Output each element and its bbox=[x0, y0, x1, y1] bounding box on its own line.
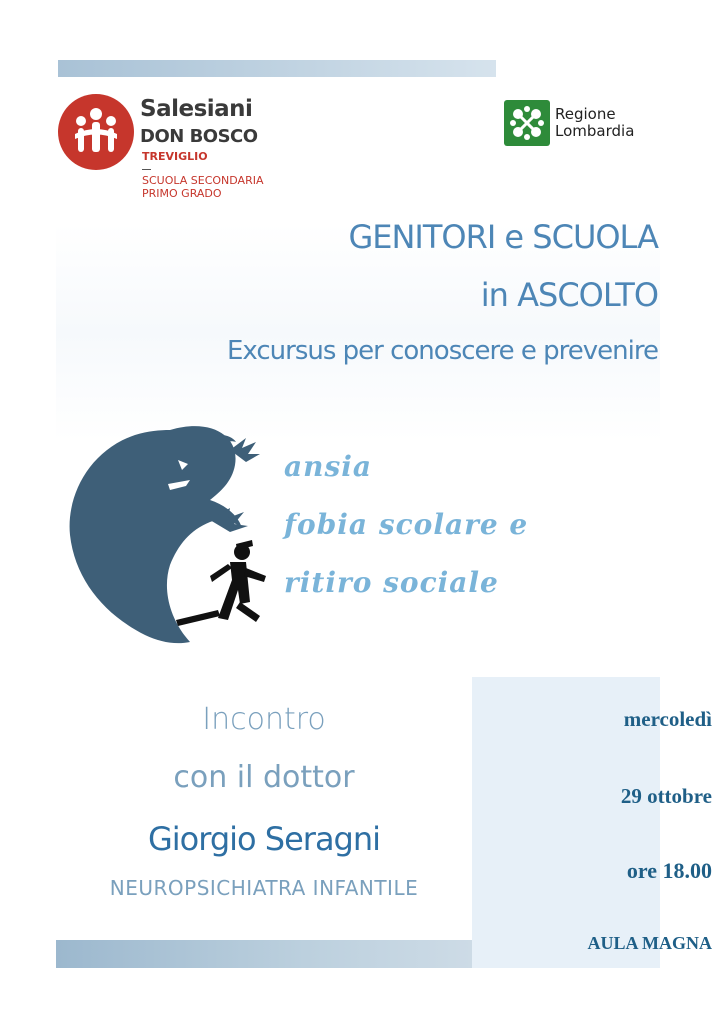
speaker-name: Giorgio Seragni bbox=[147, 820, 381, 858]
speaker-line-1: Incontro bbox=[202, 702, 326, 737]
title-line-1: GENITORI e SCUOLA bbox=[348, 218, 658, 256]
event-day: mercoledì bbox=[623, 707, 712, 731]
subtitle: Excursus per conoscere e prevenire bbox=[227, 336, 658, 366]
school-line-2: PRIMO GRADO bbox=[142, 187, 222, 200]
bottom-decorative-bar bbox=[56, 940, 472, 968]
top-decorative-bar bbox=[58, 60, 496, 77]
salesiani-logo bbox=[58, 90, 298, 210]
salesiani-town: TREVIGLIO bbox=[142, 150, 208, 163]
event-place: AULA MAGNA bbox=[587, 933, 712, 953]
shadow-monster-chasing-runner-icon bbox=[60, 420, 290, 665]
theme-3: ritiro sociale bbox=[284, 566, 499, 599]
rosa-camuna-icon bbox=[504, 100, 550, 146]
school-line-1: SCUOLA SECONDARIA bbox=[142, 174, 264, 187]
event-date: 29 ottobre bbox=[620, 784, 712, 808]
title-line-2: in ASCOLTO bbox=[480, 276, 658, 314]
speaker-role: NEUROPSICHIATRA INFANTILE bbox=[109, 876, 419, 900]
regione-line-2: Lombardia bbox=[555, 122, 635, 140]
salesiani-subtitle: DON BOSCO bbox=[140, 126, 258, 147]
regione-line-1: Regione bbox=[555, 105, 616, 123]
divider bbox=[142, 169, 151, 170]
salesiani-school bbox=[142, 174, 264, 200]
event-time: ore 18.00 bbox=[626, 858, 712, 883]
theme-2: fobia scolare e bbox=[284, 508, 529, 541]
regione-text bbox=[555, 106, 634, 140]
regione-lombardia-logo bbox=[500, 96, 670, 152]
salesiani-title: Salesiani bbox=[140, 96, 253, 122]
theme-1: ansia bbox=[284, 450, 373, 483]
three-figures-icon bbox=[58, 94, 134, 170]
speaker-line-2: con il dottor bbox=[173, 760, 355, 795]
